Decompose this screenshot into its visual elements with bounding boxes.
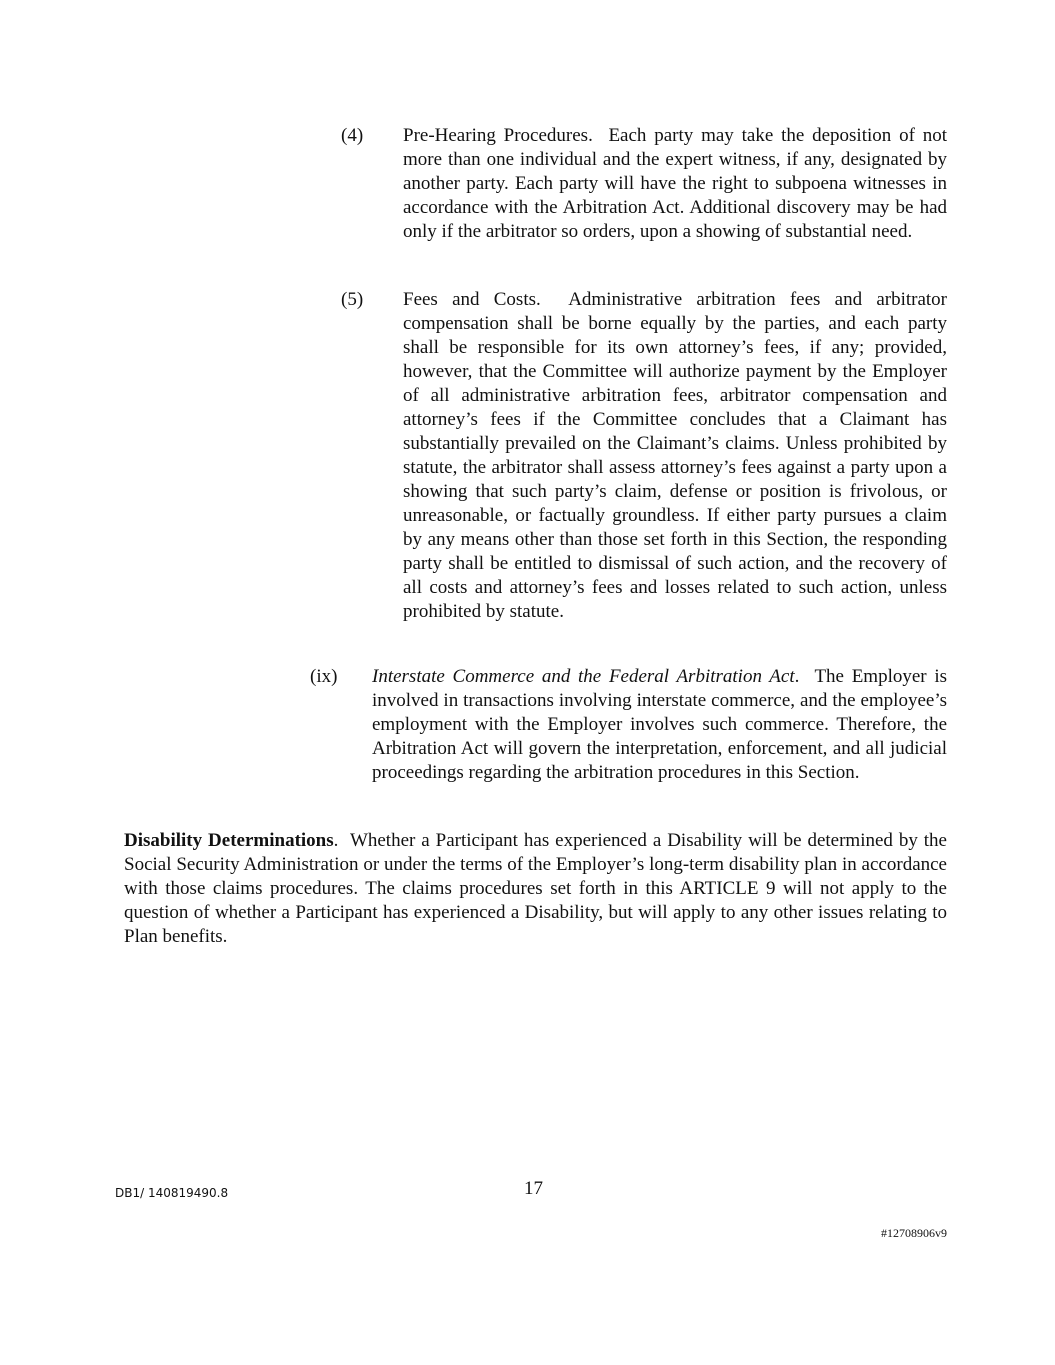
disability-heading: Disability Determinations xyxy=(124,830,334,851)
pre-hearing-text: Each party may take the deposition of not more than one individual and the expert witness, if any, designated by another party. Each party will have the right to subpoena witnesses in accordance with the Arbitration Act. Additional discovery may be had only if the arbitrator so orders, upon a showing of substantial need. xyxy=(403,125,947,242)
fees-and-costs-paragraph xyxy=(403,288,947,624)
item-marker-5: (5) xyxy=(341,289,364,310)
item-marker-4: (4) xyxy=(341,125,364,146)
interstate-commerce-paragraph: Interstate Commerce and the Federal Arbitration Act. The Employer is involved in transactions involving interstate commerce, and the employee’s employment with the Employer involves such commerce. Therefore, the Arbitration Act will govern the interpretation, enforcement, and all judicial proceedings regarding the arbitration procedures in this Section. xyxy=(372,666,947,783)
pre-hearing-heading: Pre-Hearing Procedures. xyxy=(403,125,593,146)
fees-costs-heading: Fees and Costs. xyxy=(403,289,541,310)
disability-text: Whether a Participant has experienced a Disability will be determined by the Social Security Administration or under the terms of the Employer’s long-term disability plan in accordance with those claims procedures. The claims procedures set forth in this ARTICLE 9 will not apply to the question of whether a Participant has experienced a Disability, but will apply to any other issues relating to Plan benefits. xyxy=(124,830,947,947)
fees-costs-text: Administrative arbitration fees and arbitrator compensation shall be borne equally by the parties, and each party shall be responsible for its own attorney’s fees, if any; provided, however, that the Committee will authorize payment by the Employer of all administrative arbitration fees, arbitrator compensation and attorney’s fees if the Committee concludes that a Claimant has substantially prevailed on the Claimant’s claims. Unless prohibited by statute, the arbitrator shall assess attorney’s fees against a party upon a showing that such party’s claim, defense or position is frivolous, or unreasonable, or factually groundless. If either party pursues a claim by any means other than those set forth in this Section, the responding party shall be entitled to dismissal of such action, and the recovery of all costs and attorney’s fees and losses related to such action, unless prohibited by statute. xyxy=(403,289,948,622)
page-number: 17 xyxy=(524,1178,543,1199)
pre-hearing-procedures-paragraph xyxy=(403,124,947,244)
interstate-heading: Interstate Commerce and the Federal Arbitration Act xyxy=(372,666,795,687)
interstate-text: The Employer is involved in transactions involving interstate commerce, and the employee’s employment with the Employer involves such commerce. Therefore, the Arbitration Act will govern the interpretation, enforcement, and all judicial proceedings regarding the arbitration procedures in this Section. xyxy=(372,666,947,783)
disability-determinations-paragraph: Disability Determinations. Whether a Participant has experienced a Disability will be determined by the Social Security Administration or under the terms of the Employer’s long-term disability plan in accordance with those claims procedures. The claims procedures set forth in this ARTICLE 9 will not apply to the question of whether a Participant has experienced a Disability, but will apply to any other issues relating to Plan benefits. xyxy=(124,830,947,947)
document-version-id: #12708906v9 xyxy=(881,1226,947,1240)
document-reference: DB1/ 140819490.8 xyxy=(115,1186,229,1200)
item-marker-ix: (ix) xyxy=(310,666,338,687)
